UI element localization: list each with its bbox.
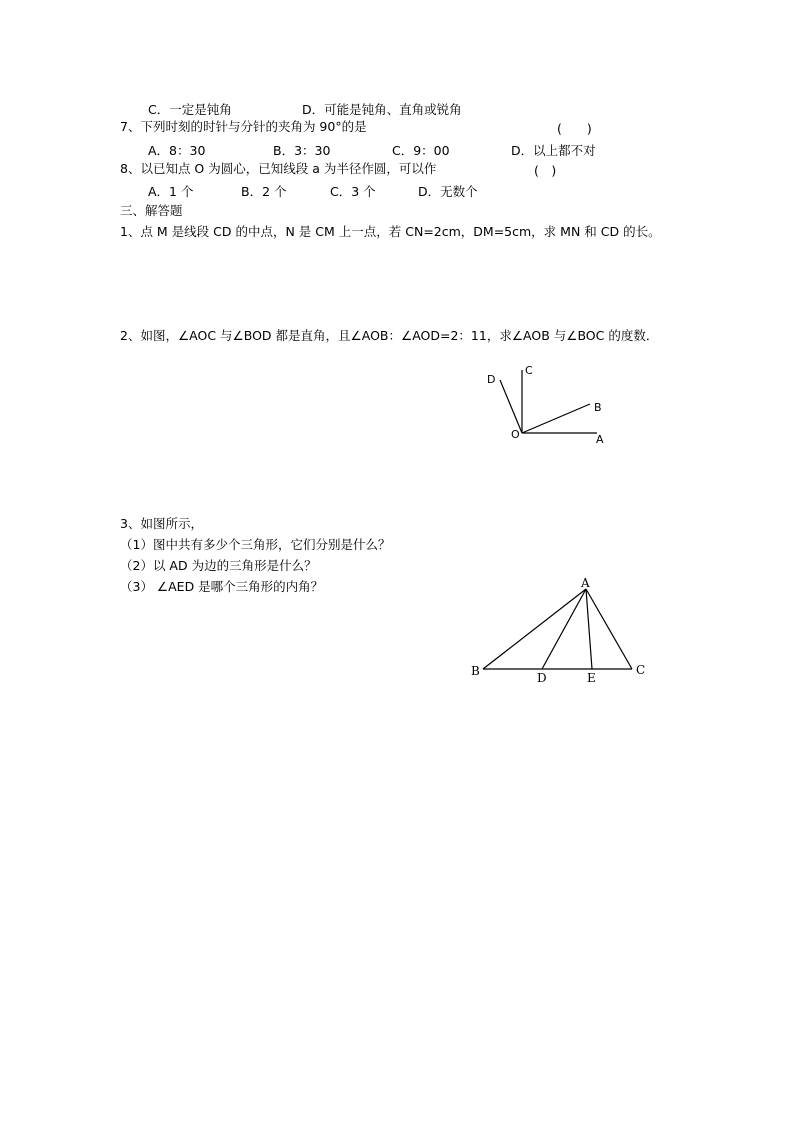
problem3-question3: （3） ∠AED 是哪个三角形的内角？ — [120, 579, 324, 594]
label-d: D — [487, 373, 496, 386]
label-c: C — [525, 364, 533, 377]
q7-option-c: C．9：00 — [392, 143, 450, 158]
label-a: A — [596, 433, 604, 446]
problem3-intro: 3、如图所示， — [120, 516, 203, 531]
label-a: A — [581, 576, 590, 590]
q6-option-c: C．一定是钝角 — [148, 102, 232, 117]
label-b: B — [594, 401, 602, 414]
q6-option-d: D．可能是钝角、直角或锐角 — [302, 102, 462, 117]
q8-option-d: D．无数个 — [418, 184, 478, 199]
segment-ad — [542, 589, 586, 669]
q8-option-a: A．1 个 — [148, 184, 194, 199]
q8-stem: 8、以已知点 O 为圆心，已知线段 a 为半径作圆，可以作 — [120, 161, 437, 176]
problem2-text: 2、如图，∠AOC 与∠BOD 都是直角，且∠AOB：∠AOD=2：11，求∠AOB 与∠BOC 的度数． — [120, 328, 659, 343]
label-b: B — [471, 664, 480, 678]
problem1-text: 1、点 M 是线段 CD 的中点，N 是 CM 上一点，若 CN=2cm，DM=5cm，求 MN 和 CD 的长。 — [120, 224, 661, 239]
label-d: D — [537, 671, 547, 685]
segment-ab — [483, 589, 586, 669]
q7-option-a: A．8：30 — [148, 143, 206, 158]
q7-stem: 7、下列时刻的时针与分针的夹角为 90°的是 — [120, 119, 367, 134]
q8-option-c: C．3 个 — [330, 184, 376, 199]
label-o: O — [511, 428, 520, 441]
segment-ae — [586, 589, 592, 669]
q7-answer-paren: ( ) — [557, 121, 592, 136]
section3-title: 三、解答题 — [120, 203, 183, 218]
problem3-question1: （1）图中共有多少个三角形，它们分别是什么？ — [120, 537, 391, 552]
problem3-question2: （2）以 AD 为边的三角形是什么？ — [120, 558, 317, 573]
label-c: C — [636, 663, 646, 677]
q7-option-b: B．3：30 — [273, 143, 331, 158]
q8-answer-paren: ( ) — [534, 163, 557, 178]
q8-option-b: B．2 个 — [241, 184, 287, 199]
q7-option-d: D．以上都不对 — [511, 143, 596, 158]
label-e: E — [587, 671, 596, 685]
segment-ac — [586, 589, 632, 669]
